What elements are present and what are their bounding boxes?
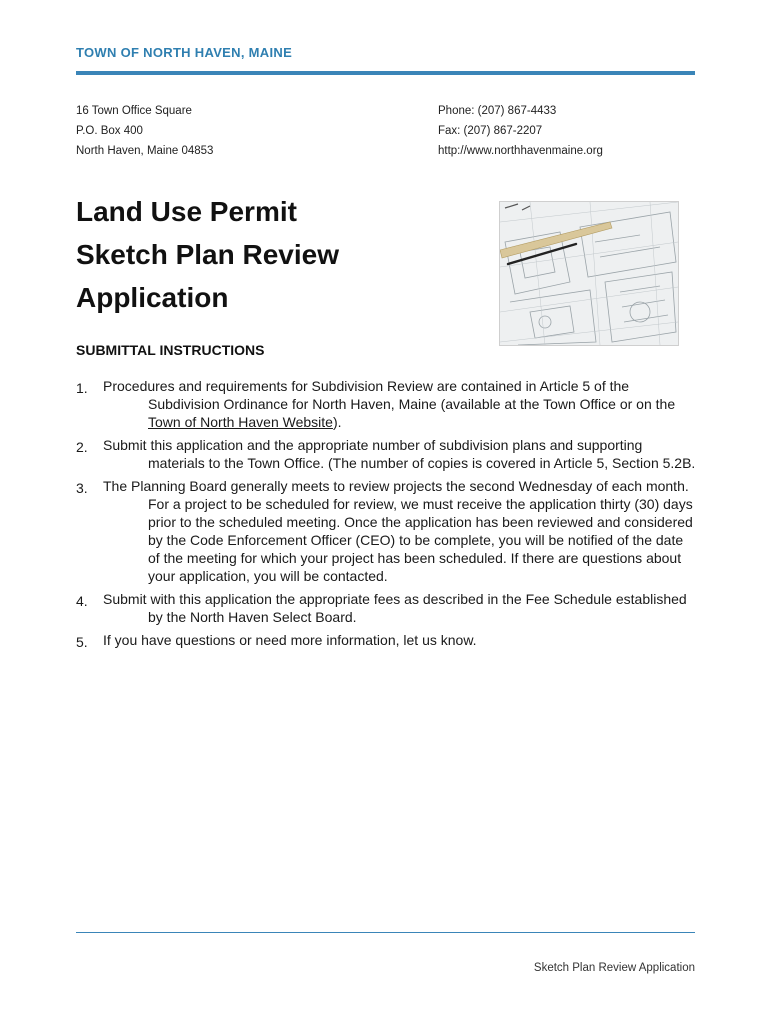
footer-rule [76,932,695,933]
town-website-link[interactable]: Town of North Haven Website [148,414,333,430]
item-text: If you have questions or need more information, let us know. [103,632,477,648]
address-line: North Haven, Maine 04853 [76,145,214,157]
title-line: Land Use Permit [76,196,297,227]
list-item [76,436,698,472]
footer-label: Sketch Plan Review Application [533,962,695,974]
organization-name: TOWN OF NORTH HAVEN, MAINE [76,45,293,60]
list-item [76,631,698,649]
blueprint-photo-icon [499,201,679,346]
document-title [76,190,476,319]
address-block [76,103,213,163]
instructions-list [76,377,698,654]
address-line: 16 Town Office Square [76,105,192,117]
address-line: P.O. Box 400 [76,125,143,137]
item-text: The Planning Board generally meets to review projects the second Wednesday of each month. For a project to be scheduled for review, we must receive the application thirty (30) days prior to the scheduled meeting. Once the application has been reviewed and considered by the Code Enforcement Officer (CEO) to be complete, you will be notified of the date of the meeting for which your project has been scheduled. If there are questions about your application, you will be contacted. [103,478,693,584]
contact-block [438,103,603,163]
item-number: 1. [76,380,88,396]
list-item [76,377,698,431]
list-item [76,477,698,585]
list-item [76,590,698,626]
fax-line: Fax: (207) 867-2207 [438,125,543,137]
title-line: Sketch Plan Review [76,239,340,270]
website-line: http://www.northhavenmaine.org [438,145,603,157]
item-number: 2. [76,439,88,455]
item-number: 4. [76,593,88,609]
item-text-after: ). [332,414,342,430]
title-line: Application [76,282,229,313]
phone-line: Phone: (207) 867-4433 [438,105,557,117]
header-rule [76,71,695,75]
section-heading: SUBMITTAL INSTRUCTIONS [76,342,265,358]
item-number: 3. [76,480,88,496]
item-number: 5. [76,634,88,650]
item-text [103,377,698,431]
item-text-before: Procedures and requirements for Subdivision Review are contained in Article 5 of the Subdivision Ordinance for North Haven, Maine (available at the Town Office or on the [103,378,676,412]
item-text: Submit with this application the appropriate fees as described in the Fee Schedule established by the North Haven Select Board. [103,591,687,625]
item-text: Submit this application and the appropriate number of subdivision plans and supporting materials to the Town Office. (The number of copies is covered in Article 5, Section 5.2B. [103,437,696,471]
